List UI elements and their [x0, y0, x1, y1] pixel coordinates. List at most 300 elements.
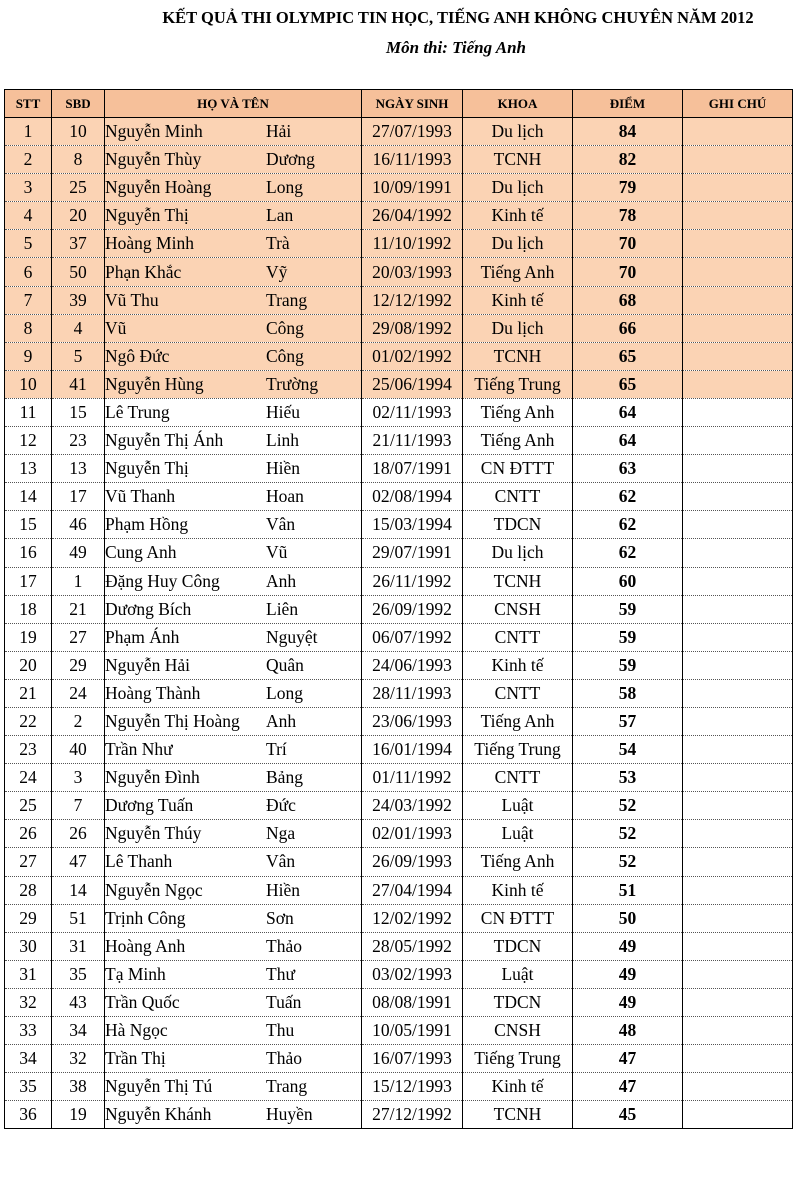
- cell-faculty: Kinh tế: [463, 876, 573, 904]
- cell-name: [105, 904, 362, 932]
- results-table: [4, 89, 793, 1129]
- name-given: Dương: [266, 149, 315, 170]
- cell-faculty: TDCN: [463, 511, 573, 539]
- cell-name: [105, 792, 362, 820]
- cell-sbd: 1: [52, 567, 105, 595]
- cell-sbd: 20: [52, 202, 105, 230]
- cell-name: [105, 820, 362, 848]
- header-row: [5, 90, 793, 118]
- cell-name: [105, 736, 362, 764]
- cell-name: [105, 595, 362, 623]
- cell-score: 57: [573, 707, 683, 735]
- cell-stt: 12: [5, 427, 52, 455]
- cell-faculty: TCNH: [463, 1101, 573, 1129]
- name-surname: Lê Trung: [105, 401, 170, 422]
- cell-note: [683, 1045, 793, 1073]
- cell-score: 47: [573, 1045, 683, 1073]
- cell-faculty: Kinh tế: [463, 1073, 573, 1101]
- cell-faculty: CNSH: [463, 595, 573, 623]
- cell-dob: 02/01/1993: [362, 820, 463, 848]
- name-surname: Nguyễn Thị Tú: [105, 1076, 213, 1097]
- cell-sbd: 13: [52, 455, 105, 483]
- cell-faculty: TDCN: [463, 988, 573, 1016]
- cell-note: [683, 146, 793, 174]
- cell-sbd: 15: [52, 398, 105, 426]
- name-given: Hoan: [266, 486, 304, 507]
- cell-note: [683, 511, 793, 539]
- table-row: [5, 595, 793, 623]
- name-given: Công: [266, 345, 304, 366]
- table-row: [5, 539, 793, 567]
- cell-stt: 4: [5, 202, 52, 230]
- cell-score: 62: [573, 483, 683, 511]
- cell-sbd: 43: [52, 988, 105, 1016]
- cell-stt: 11: [5, 398, 52, 426]
- cell-score: 59: [573, 595, 683, 623]
- cell-score: 64: [573, 427, 683, 455]
- table-row: [5, 960, 793, 988]
- header-faculty: KHOA: [463, 90, 573, 118]
- name-given: Thảo: [266, 935, 302, 956]
- cell-stt: 10: [5, 370, 52, 398]
- table-row: [5, 1017, 793, 1045]
- cell-score: 48: [573, 1017, 683, 1045]
- cell-name: [105, 202, 362, 230]
- table-row: [5, 820, 793, 848]
- table-row: [5, 651, 793, 679]
- cell-name: [105, 1073, 362, 1101]
- cell-note: [683, 427, 793, 455]
- cell-faculty: CNTT: [463, 483, 573, 511]
- name-given: Thảo: [266, 1048, 302, 1069]
- document-subtitle: [0, 38, 794, 58]
- cell-sbd: 39: [52, 286, 105, 314]
- cell-score: 45: [573, 1101, 683, 1129]
- cell-name: [105, 1045, 362, 1073]
- name-surname: Nguyễn Thị: [105, 205, 189, 226]
- name-surname: Nguyễn Hải: [105, 654, 191, 675]
- cell-dob: 02/11/1993: [362, 398, 463, 426]
- cell-dob: 23/06/1993: [362, 707, 463, 735]
- cell-note: [683, 202, 793, 230]
- table-row: [5, 342, 793, 370]
- cell-stt: 22: [5, 707, 52, 735]
- cell-stt: 17: [5, 567, 52, 595]
- cell-faculty: Luật: [463, 820, 573, 848]
- cell-score: 65: [573, 342, 683, 370]
- name-surname: Hoàng Thành: [105, 682, 201, 703]
- name-surname: Phạm Hồng: [105, 514, 189, 535]
- name-surname: Nguyễn Thúy: [105, 823, 202, 844]
- cell-note: [683, 904, 793, 932]
- table-row: [5, 623, 793, 651]
- name-surname: Nguyễn Ngọc: [105, 879, 203, 900]
- cell-score: 49: [573, 932, 683, 960]
- cell-score: 62: [573, 511, 683, 539]
- cell-score: 70: [573, 230, 683, 258]
- cell-stt: 6: [5, 258, 52, 286]
- cell-note: [683, 483, 793, 511]
- table-row: [5, 370, 793, 398]
- header-stt: STT: [5, 90, 52, 118]
- cell-note: [683, 792, 793, 820]
- cell-note: [683, 764, 793, 792]
- cell-score: 63: [573, 455, 683, 483]
- cell-note: [683, 848, 793, 876]
- cell-note: [683, 679, 793, 707]
- cell-name: [105, 932, 362, 960]
- cell-note: [683, 820, 793, 848]
- cell-faculty: Tiếng Trung: [463, 736, 573, 764]
- cell-name: [105, 230, 362, 258]
- cell-note: [683, 651, 793, 679]
- cell-dob: 26/11/1992: [362, 567, 463, 595]
- name-given: Thu: [266, 1020, 295, 1041]
- name-surname: Dương Bích: [105, 598, 192, 619]
- header-dob: NGÀY SINH: [362, 90, 463, 118]
- cell-sbd: 40: [52, 736, 105, 764]
- name-given: Long: [266, 682, 303, 703]
- cell-score: 50: [573, 904, 683, 932]
- cell-stt: 28: [5, 876, 52, 904]
- cell-faculty: Tiếng Trung: [463, 1045, 573, 1073]
- cell-faculty: Du lịch: [463, 539, 573, 567]
- cell-dob: 11/10/1992: [362, 230, 463, 258]
- name-given: Hiếu: [266, 401, 301, 422]
- name-surname: Trịnh Công: [105, 907, 186, 928]
- cell-sbd: 49: [52, 539, 105, 567]
- table-row: [5, 1045, 793, 1073]
- name-given: Huyền: [266, 1104, 313, 1125]
- cell-note: [683, 1101, 793, 1129]
- cell-sbd: 21: [52, 595, 105, 623]
- cell-sbd: 5: [52, 342, 105, 370]
- cell-stt: 13: [5, 455, 52, 483]
- name-surname: Trần Như: [105, 739, 173, 760]
- cell-note: [683, 1073, 793, 1101]
- name-given: Vũ: [266, 542, 288, 563]
- cell-name: [105, 848, 362, 876]
- cell-sbd: 27: [52, 623, 105, 651]
- cell-sbd: 4: [52, 314, 105, 342]
- name-surname: Vũ: [105, 317, 127, 338]
- cell-dob: 26/04/1992: [362, 202, 463, 230]
- cell-sbd: 24: [52, 679, 105, 707]
- name-given: Đức: [266, 795, 296, 816]
- cell-faculty: TCNH: [463, 146, 573, 174]
- table-row: [5, 904, 793, 932]
- cell-dob: 10/05/1991: [362, 1017, 463, 1045]
- table-row: [5, 511, 793, 539]
- cell-dob: 15/12/1993: [362, 1073, 463, 1101]
- table-row: [5, 118, 793, 146]
- cell-stt: 29: [5, 904, 52, 932]
- cell-note: [683, 1017, 793, 1045]
- cell-score: 66: [573, 314, 683, 342]
- cell-name: [105, 679, 362, 707]
- document-title: [0, 8, 794, 28]
- cell-score: 78: [573, 202, 683, 230]
- cell-dob: 01/02/1992: [362, 342, 463, 370]
- cell-faculty: Tiếng Anh: [463, 427, 573, 455]
- cell-note: [683, 118, 793, 146]
- cell-dob: 18/07/1991: [362, 455, 463, 483]
- cell-stt: 36: [5, 1101, 52, 1129]
- name-surname: Nguyễn Đình: [105, 767, 200, 788]
- name-given: Quân: [266, 654, 304, 675]
- table-row: [5, 202, 793, 230]
- name-given: Thư: [266, 963, 295, 984]
- name-surname: Nguyễn Thùy: [105, 149, 202, 170]
- table-row: [5, 1073, 793, 1101]
- cell-sbd: 32: [52, 1045, 105, 1073]
- table-row: [5, 848, 793, 876]
- table-row: [5, 398, 793, 426]
- cell-dob: 28/05/1992: [362, 932, 463, 960]
- table-row: [5, 736, 793, 764]
- cell-faculty: Tiếng Anh: [463, 398, 573, 426]
- cell-stt: 14: [5, 483, 52, 511]
- cell-dob: 16/11/1993: [362, 146, 463, 174]
- cell-sbd: 37: [52, 230, 105, 258]
- cell-sbd: 10: [52, 118, 105, 146]
- table-body: [5, 118, 793, 1129]
- name-given: Nguyệt: [266, 626, 318, 647]
- header-sbd: SBD: [52, 90, 105, 118]
- name-given: Trường: [266, 373, 319, 394]
- cell-stt: 21: [5, 679, 52, 707]
- cell-score: 70: [573, 258, 683, 286]
- cell-note: [683, 567, 793, 595]
- cell-name: [105, 876, 362, 904]
- cell-faculty: Du lịch: [463, 230, 573, 258]
- cell-note: [683, 230, 793, 258]
- cell-faculty: Du lịch: [463, 174, 573, 202]
- cell-sbd: 3: [52, 764, 105, 792]
- cell-stt: 9: [5, 342, 52, 370]
- cell-dob: 16/01/1994: [362, 736, 463, 764]
- cell-dob: 12/02/1992: [362, 904, 463, 932]
- cell-faculty: Kinh tế: [463, 286, 573, 314]
- cell-stt: 15: [5, 511, 52, 539]
- name-surname: Cung Anh: [105, 542, 177, 563]
- table-row: [5, 792, 793, 820]
- cell-dob: 03/02/1993: [362, 960, 463, 988]
- table-header: [5, 90, 793, 118]
- cell-dob: 27/04/1994: [362, 876, 463, 904]
- cell-score: 52: [573, 848, 683, 876]
- cell-note: [683, 623, 793, 651]
- cell-dob: 16/07/1993: [362, 1045, 463, 1073]
- name-given: Anh: [266, 711, 297, 732]
- cell-stt: 18: [5, 595, 52, 623]
- cell-score: 52: [573, 820, 683, 848]
- cell-score: 47: [573, 1073, 683, 1101]
- name-surname: Tạ Minh: [105, 963, 166, 984]
- cell-score: 52: [573, 792, 683, 820]
- name-surname: Vũ Thanh: [105, 486, 176, 507]
- cell-faculty: TDCN: [463, 932, 573, 960]
- name-given: Vân: [266, 851, 296, 872]
- cell-dob: 26/09/1992: [362, 595, 463, 623]
- header-score: ĐIỂM: [573, 90, 683, 118]
- cell-name: [105, 146, 362, 174]
- cell-score: 68: [573, 286, 683, 314]
- cell-sbd: 34: [52, 1017, 105, 1045]
- cell-sbd: 29: [52, 651, 105, 679]
- cell-dob: 12/12/1992: [362, 286, 463, 314]
- cell-name: [105, 1101, 362, 1129]
- cell-name: [105, 118, 362, 146]
- cell-note: [683, 455, 793, 483]
- name-given: Tuấn: [266, 991, 302, 1012]
- name-surname: Vũ Thu: [105, 289, 159, 310]
- name-given: Long: [266, 177, 303, 198]
- cell-faculty: CN ĐTTT: [463, 904, 573, 932]
- cell-sbd: 46: [52, 511, 105, 539]
- cell-score: 62: [573, 539, 683, 567]
- cell-name: [105, 455, 362, 483]
- cell-stt: 25: [5, 792, 52, 820]
- cell-sbd: 35: [52, 960, 105, 988]
- cell-stt: 16: [5, 539, 52, 567]
- table-row: [5, 258, 793, 286]
- cell-note: [683, 960, 793, 988]
- table-row: [5, 427, 793, 455]
- document-subtitle-text: Môn thi: Tiếng Anh: [386, 38, 526, 57]
- cell-name: [105, 623, 362, 651]
- name-surname: Trần Thị: [105, 1048, 166, 1069]
- name-surname: Lê Thanh: [105, 851, 173, 872]
- cell-name: [105, 483, 362, 511]
- cell-stt: 2: [5, 146, 52, 174]
- cell-dob: 24/06/1993: [362, 651, 463, 679]
- cell-dob: 27/12/1992: [362, 1101, 463, 1129]
- cell-stt: 34: [5, 1045, 52, 1073]
- cell-dob: 24/03/1992: [362, 792, 463, 820]
- cell-score: 59: [573, 651, 683, 679]
- cell-score: 49: [573, 988, 683, 1016]
- cell-name: [105, 427, 362, 455]
- name-given: Trang: [266, 1076, 308, 1097]
- name-given: Sơn: [266, 907, 294, 928]
- cell-faculty: TCNH: [463, 342, 573, 370]
- name-given: Nga: [266, 823, 296, 844]
- name-surname: Hà Ngọc: [105, 1020, 168, 1041]
- cell-note: [683, 932, 793, 960]
- table-row: [5, 932, 793, 960]
- cell-dob: 20/03/1993: [362, 258, 463, 286]
- cell-stt: 24: [5, 764, 52, 792]
- cell-dob: 08/08/1991: [362, 988, 463, 1016]
- cell-sbd: 23: [52, 427, 105, 455]
- table-row: [5, 286, 793, 314]
- name-surname: Phạn Khắc: [105, 261, 182, 282]
- name-surname: Hoàng Anh: [105, 935, 186, 956]
- table-row: [5, 707, 793, 735]
- cell-note: [683, 342, 793, 370]
- document-title-text: KẾT QUẢ THI OLYMPIC TIN HỌC, TIẾNG ANH KHÔNG CHUYÊN NĂM 2012: [162, 8, 754, 27]
- name-given: Liên: [266, 598, 299, 619]
- cell-stt: 23: [5, 736, 52, 764]
- name-given: Hiền: [266, 879, 301, 900]
- cell-name: [105, 988, 362, 1016]
- cell-score: 54: [573, 736, 683, 764]
- name-surname: Nguyễn Khánh: [105, 1104, 212, 1125]
- name-given: Trí: [266, 739, 287, 760]
- cell-note: [683, 539, 793, 567]
- name-surname: Nguyễn Thị Hoàng: [105, 711, 240, 732]
- table-row: [5, 1101, 793, 1129]
- cell-stt: 35: [5, 1073, 52, 1101]
- table-row: [5, 174, 793, 202]
- cell-faculty: CN ĐTTT: [463, 455, 573, 483]
- cell-faculty: Kinh tế: [463, 202, 573, 230]
- cell-name: [105, 286, 362, 314]
- cell-note: [683, 736, 793, 764]
- cell-faculty: Tiếng Trung: [463, 370, 573, 398]
- cell-faculty: CNTT: [463, 679, 573, 707]
- table-row: [5, 314, 793, 342]
- cell-name: [105, 567, 362, 595]
- name-given: Công: [266, 317, 304, 338]
- cell-sbd: 31: [52, 932, 105, 960]
- table-row: [5, 764, 793, 792]
- name-surname: Nguyễn Hùng: [105, 373, 204, 394]
- cell-stt: 27: [5, 848, 52, 876]
- name-given: Hải: [266, 121, 292, 142]
- name-surname: Nguyễn Thị: [105, 458, 189, 479]
- name-given: Trà: [266, 233, 290, 254]
- cell-note: [683, 286, 793, 314]
- cell-score: 82: [573, 146, 683, 174]
- cell-note: [683, 988, 793, 1016]
- cell-note: [683, 370, 793, 398]
- name-surname: Nguyễn Thị Ánh: [105, 430, 224, 451]
- table-row: [5, 455, 793, 483]
- cell-dob: 29/07/1991: [362, 539, 463, 567]
- header-note: GHI CHÚ: [683, 90, 793, 118]
- cell-score: 84: [573, 118, 683, 146]
- cell-stt: 1: [5, 118, 52, 146]
- cell-sbd: 19: [52, 1101, 105, 1129]
- name-given: Trang: [266, 289, 308, 310]
- cell-dob: 06/07/1992: [362, 623, 463, 651]
- name-surname: Dương Tuấn: [105, 795, 194, 816]
- cell-dob: 27/07/1993: [362, 118, 463, 146]
- cell-note: [683, 258, 793, 286]
- cell-faculty: Tiếng Anh: [463, 707, 573, 735]
- cell-dob: 28/11/1993: [362, 679, 463, 707]
- cell-faculty: CNTT: [463, 764, 573, 792]
- cell-name: [105, 511, 362, 539]
- table-row: [5, 483, 793, 511]
- cell-note: [683, 174, 793, 202]
- cell-name: [105, 539, 362, 567]
- cell-sbd: 51: [52, 904, 105, 932]
- cell-name: [105, 398, 362, 426]
- cell-faculty: Du lịch: [463, 314, 573, 342]
- cell-name: [105, 342, 362, 370]
- cell-sbd: 26: [52, 820, 105, 848]
- cell-note: [683, 595, 793, 623]
- cell-stt: 3: [5, 174, 52, 202]
- cell-dob: 26/09/1993: [362, 848, 463, 876]
- cell-sbd: 2: [52, 707, 105, 735]
- cell-stt: 7: [5, 286, 52, 314]
- cell-name: [105, 651, 362, 679]
- cell-stt: 20: [5, 651, 52, 679]
